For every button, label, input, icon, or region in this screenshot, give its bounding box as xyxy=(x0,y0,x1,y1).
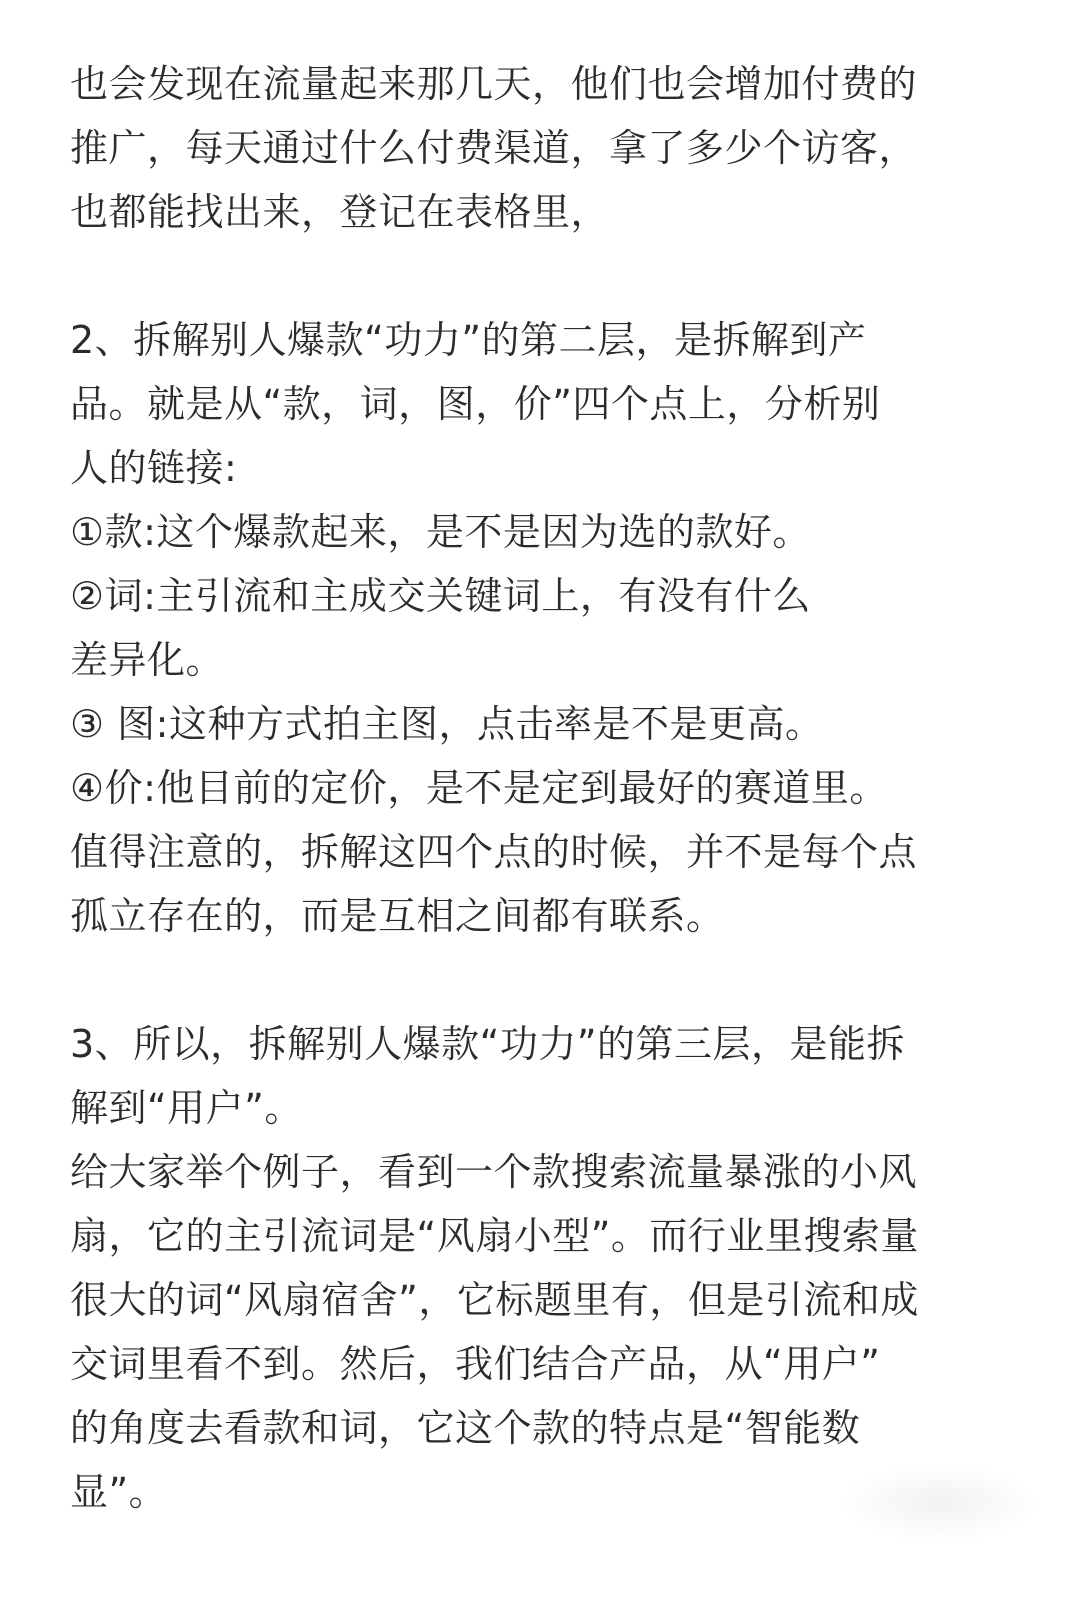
text-line: 值得注意的，拆解这四个点的时候，并不是每个点 xyxy=(70,830,918,874)
text-line: 孤立存在的，而是互相之间都有联系。 xyxy=(70,894,725,938)
text-line: 解到“用户”。 xyxy=(70,1086,303,1130)
text-line: 2、拆解别人爆款“功力”的第二层，是拆解到产 xyxy=(70,318,867,362)
text-line: 也会发现在流量起来那几天，他们也会增加付费的 xyxy=(70,62,918,106)
text-line: 给大家举个例子，看到一个款搜索流量暴涨的小风 xyxy=(70,1150,918,1194)
list-item-kuan: ①款:这个爆款起来，是不是因为选的款好。 xyxy=(70,510,811,554)
text-line: 显”。 xyxy=(70,1470,168,1514)
text-line: 人的链接: xyxy=(70,446,238,490)
text-line: 的角度去看款和词，它这个款的特点是“智能数 xyxy=(70,1406,861,1450)
list-item-tu: ③ 图:这种方式拍主图，点击率是不是更高。 xyxy=(70,702,824,746)
list-item-ci: ②词:主引流和主成交关键词上，有没有什么 xyxy=(70,574,811,618)
text-line: 很大的词“风扇宿舍”，它标题里有，但是引流和成 xyxy=(70,1278,919,1322)
text-line: 也都能找出来，登记在表格里， xyxy=(70,190,610,234)
text-line: 交词里看不到。然后，我们结合产品，从“用户” xyxy=(70,1342,881,1386)
paragraph-gap xyxy=(70,948,1030,1012)
paragraph-gap xyxy=(70,244,1030,308)
text-line: 推广，每天通过什么付费渠道，拿了多少个访客， xyxy=(70,126,918,170)
text-line: 品。就是从“款，词，图，价”四个点上，分析别 xyxy=(70,382,881,426)
list-item-jia: ④价:他目前的定价，是不是定到最好的赛道里。 xyxy=(70,766,888,810)
text-line: 3、所以，拆解别人爆款“功力”的第三层，是能拆 xyxy=(70,1022,906,1066)
text-line: 差异化。 xyxy=(70,638,225,682)
text-line: 扇，它的主引流词是“风扇小型”。而行业里搜索量 xyxy=(70,1214,919,1258)
article-body xyxy=(70,52,1030,1524)
